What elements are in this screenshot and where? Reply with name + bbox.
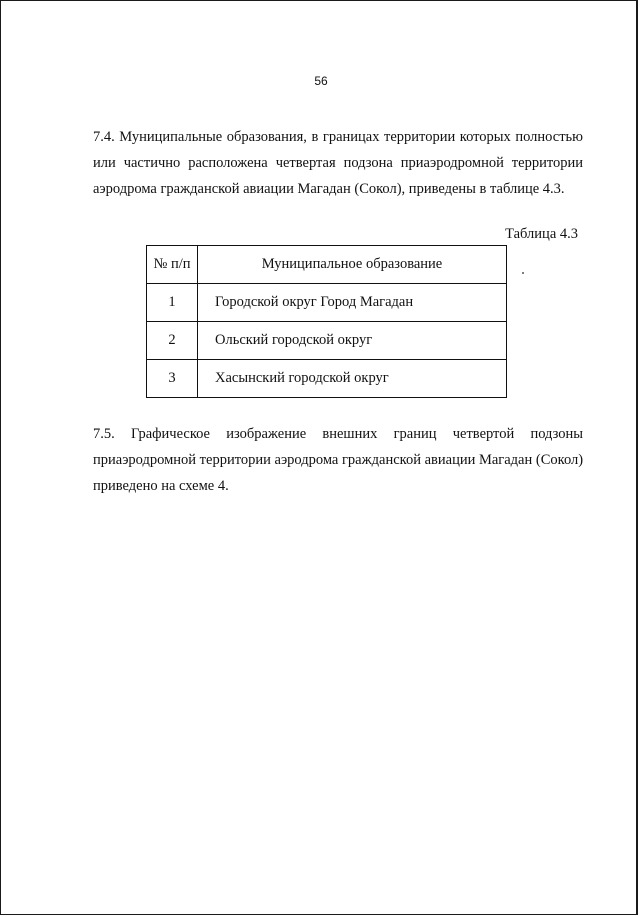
scan-speck [522, 272, 524, 274]
paragraph-line: аэродрома гражданской авиации Магадан (Сокол), приведены в таблице 4.3. [93, 181, 565, 197]
table-row [147, 284, 507, 322]
row-municipality: Хасынский городской округ [198, 360, 507, 398]
row-municipality: Ольский городской округ [198, 322, 507, 360]
row-number: 2 [147, 322, 198, 360]
municipalities-table [146, 245, 507, 398]
table-header-row [147, 246, 507, 284]
paragraph-line: 7.5. Графическое изображение внешних границ четвертой подзоны [93, 426, 583, 442]
paragraph-line: или частично расположена четвертая подзона приаэродромной территории [93, 155, 583, 171]
paragraph-line: приаэродромной территории аэродрома гражданской авиации Магадан (Сокол) [93, 452, 584, 468]
row-municipality: Городской округ Город Магадан [198, 284, 507, 322]
table-row [147, 360, 507, 398]
paragraph-7-5 [93, 421, 583, 499]
paragraph-line: приведено на схеме 4. [93, 478, 229, 494]
table-row [147, 322, 507, 360]
row-number: 3 [147, 360, 198, 398]
column-header-municipality: Муниципальное образование [198, 246, 507, 284]
table-caption: Таблица 4.3 [505, 226, 578, 242]
paragraph-line: 7.4. Муниципальные образования, в границах территории которых полностью [93, 129, 583, 145]
page-number: 56 [314, 74, 328, 88]
row-number: 1 [147, 284, 198, 322]
paragraph-7-4 [93, 124, 583, 202]
column-header-number: № п/п [147, 246, 198, 284]
